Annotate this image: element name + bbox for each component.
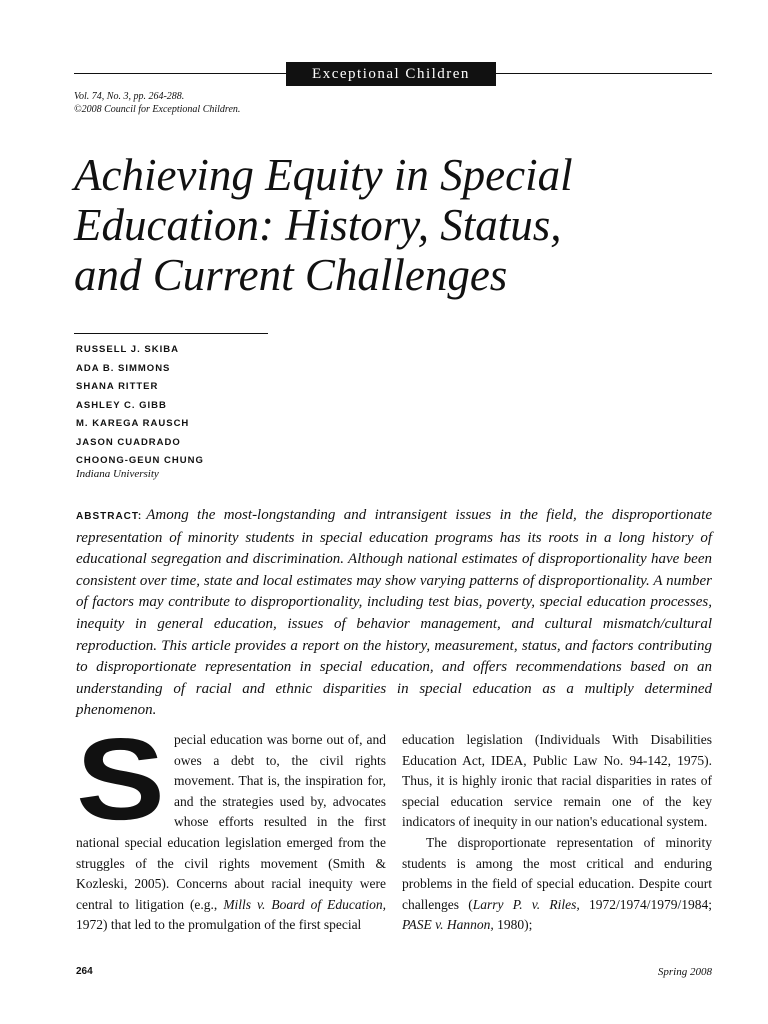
author-name: M. KAREGA RAUSCH bbox=[76, 418, 190, 429]
journal-name-banner: Exceptional Children bbox=[286, 62, 496, 86]
author-name: RUSSELL J. SKIBA bbox=[76, 344, 179, 355]
body-text: 1980); bbox=[497, 917, 533, 933]
body-column-right bbox=[402, 730, 712, 936]
drop-cap: S bbox=[76, 714, 165, 844]
author-rule bbox=[74, 333, 268, 334]
body-paragraph bbox=[76, 714, 387, 936]
abstract-label: ABSTRACT: bbox=[76, 511, 143, 522]
page-number: 264 bbox=[76, 966, 93, 977]
volume-line: Vol. 74, No. 3, pp. 264-288. bbox=[74, 91, 185, 102]
title-line: Achieving Equity in Special bbox=[74, 150, 573, 200]
article-title bbox=[74, 150, 694, 300]
citation-block bbox=[74, 90, 240, 116]
author-name: JASON CUADRADO bbox=[76, 436, 181, 448]
body-paragraph bbox=[402, 833, 712, 936]
author-list bbox=[76, 341, 204, 471]
abstract bbox=[76, 505, 712, 722]
body-text: pecial education was borne out of, and owes a debt to, the civil rights movement. That is, the inspiration for, and the strategies used by, advocates whose efforts resulted in the first national special education legislation emerged from the struggles of the civil rights movement (Smith & Kozleski, 2005). Concerns about racial inequity were central to litigation (e.g., bbox=[76, 732, 386, 912]
abstract-text: Among the most-longstanding and intransigent issues in the field, the disproportionate representation of minority students in special education programs has its roots in a long history of educational segregation and discrimination. Although national estimates of disproportionality have been consistent over time, state and local estimates may show varying patterns of disproportionality. A number of factors may contribute to disproportionality, including test bias, poverty, special education processes, inequity in general education, issues of behavior management, and cultural mismatch/cultural reproduction. This article provides a report on the history, measurement, status, and factors contributing to disproportionate representation in special education, and offers recommendations based on an understanding of racial and ethnic disparities in special education as a multiply determined phenomenon. bbox=[76, 507, 712, 719]
author-name: ADA B. SIMMONS bbox=[76, 362, 171, 374]
author-name: SHANA RITTER bbox=[76, 381, 159, 392]
issue-label: Spring 2008 bbox=[657, 966, 712, 978]
author-name: ASHLEY C. GIBB bbox=[76, 399, 167, 411]
title-line: Education: History, Status, bbox=[74, 200, 562, 250]
body-text: The disproportionate representation of minority students is among the most critical and enduring problems in the field of special education. Despite court challenges ( bbox=[402, 834, 712, 912]
body-paragraph: education legislation (Individuals With Disabilities Education Act, IDEA, Public Law No. 94-142, 1975). Thus, it is highly ironic that racial disparities in rates of special education service remain one of the key indicators of inequity in our nation's educational system. bbox=[402, 732, 712, 830]
case-citation: PASE v. Hannon, bbox=[402, 917, 494, 933]
body-column-left bbox=[76, 714, 387, 936]
author-name: CHOONG-GEUN CHUNG bbox=[76, 455, 204, 466]
case-citation: Larry P. v. Riles, bbox=[472, 896, 580, 912]
body-text: 1972) that led to the promulgation of the first special bbox=[76, 917, 362, 933]
title-line: and Current Challenges bbox=[74, 250, 508, 300]
affiliation: Indiana University bbox=[76, 468, 159, 480]
body-text: 1972/1974/1979/1984; bbox=[589, 896, 713, 912]
case-citation: Mills v. Board of Education, bbox=[223, 896, 387, 912]
copyright-line: ©2008 Council for Exceptional Children. bbox=[74, 104, 241, 115]
